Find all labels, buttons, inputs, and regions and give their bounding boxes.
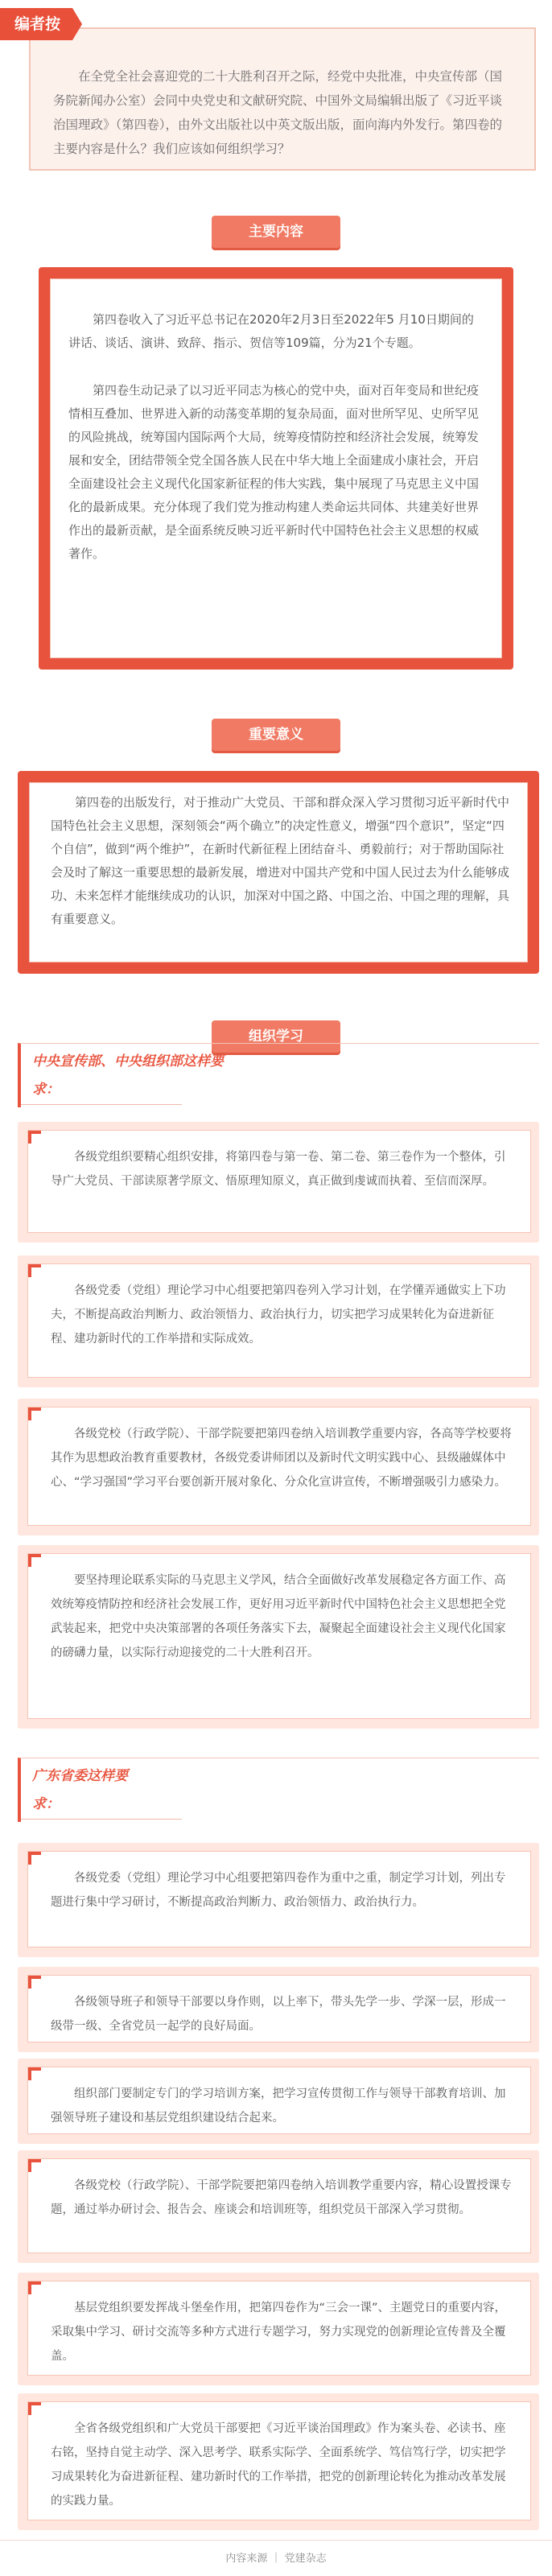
- list-item-text: 各级党校（行政学院）、干部学院要把第四卷纳入培训教学重要内容，精心设置授课专题，通过举办研讨会、报告会、座谈会和培训班等，组织党员干部深入学习贯彻。: [51, 2179, 512, 2216]
- main-content-panel: [50, 278, 502, 658]
- content-source: 内容来源 ｜ 党建杂志: [225, 2553, 327, 2565]
- main-content-label: 主要内容: [212, 216, 340, 248]
- list-item-panel: [27, 2158, 531, 2253]
- significance-p1: 第四卷的出版发行，对于推动广大党员、干部和群众深入学习贯彻习近平新时代中国特色社会主义思想，深刻领会“两个确立”的决定性意义，增强“四个意识”，坚定“四个自信”，做到“两个维护”，在新时代新征程上团结奋斗、勇毅前行；对于帮助国际社会及时了解这一重要思想的最新发展，增进对中国共产党和中国人民过去为什么能够成功、未来怎样才能继续成功的认识，加深对中国之路、中国之治、中国之理的理解，具有重要意义。: [51, 795, 510, 926]
- central-heading-line1: 中央宣传部、中央组织部这样要: [32, 1053, 224, 1070]
- card-corner-icon: [28, 1131, 41, 1144]
- list-item-panel: [27, 2401, 531, 2520]
- card-corner-icon: [28, 2402, 41, 2415]
- significance-label: 重要意义: [212, 719, 340, 751]
- list-item-panel: [27, 2281, 531, 2376]
- list-item-text: 各级领导班子和领导干部要以身作则，以上率下，带头先学一步、学深一层，形成一级带一级、全省党员一起学的良好局面。: [51, 1996, 506, 2033]
- significance-panel: [29, 782, 528, 962]
- main-content-frame: [39, 267, 513, 670]
- list-item-text: 要坚持理论联系实际的马克思主义学风，结合全面做好改革发展稳定各方面工作、高效统筹疫情防控和经济社会发展工作，更好用习近平新时代中国特色社会主义思想把全党武装起来，把党中央决策部署的各项任务落实下去，凝聚起全面建设社会主义现代化国家的磅礴力量，以实际行动迎接党的二十大胜利召开。: [51, 1574, 506, 1659]
- card-corner-icon: [28, 1264, 41, 1277]
- guangdong-heading-line2: 求：: [32, 1796, 60, 1812]
- significance-frame: [18, 771, 539, 974]
- central-heading-line2: 求：: [32, 1082, 60, 1098]
- heading-underline: [21, 1104, 182, 1105]
- guangdong-requirements-heading: [18, 1758, 539, 1822]
- list-item-text: 基层党组织要发挥战斗堡垒作用，把第四卷作为“三会一课”、主题党日的重要内容，采取集中学习、研讨交流等多种方式进行专题学习，努力实现党的创新理论宣传普及全覆盖。: [51, 2302, 507, 2363]
- list-item: [18, 1255, 539, 1387]
- study-label: 组织学习: [212, 1020, 340, 1053]
- card-corner-icon: [28, 1408, 41, 1420]
- card-corner-icon: [28, 2281, 41, 2294]
- footer-divider: [0, 2540, 552, 2541]
- main-content-p1: 第四卷收入了习近平总书记在2020年2月3日至2022年5 月10日期间的讲话、谈话、演讲、致辞、指示、贺信等109篇，分为21个专题。: [68, 312, 474, 350]
- heading-underline: [21, 1819, 182, 1820]
- list-item-panel: [27, 1263, 531, 1378]
- editor-note-box: [29, 27, 536, 171]
- list-item-text: 各级党组织要精心组织安排，将第四卷与第一卷、第二卷、第三卷作为一个整体，引导广大党员、干部读原著学原文、悟原理知原义，真正做到虔诚而执着、至信而深厚。: [51, 1151, 506, 1188]
- list-item: [18, 2059, 539, 2144]
- list-item: [18, 2273, 539, 2385]
- central-requirements-heading: [18, 1043, 539, 1107]
- list-item: [18, 1967, 539, 2052]
- list-item: [18, 1843, 539, 1957]
- list-item-panel: [27, 2067, 531, 2134]
- list-item-text: 各级党委（党组）理论学习中心组要把第四卷作为重中之重，制定学习计划，列出专题进行集中学习研讨，不断提高政治判断力、政治领悟力、政治执行力。: [51, 1872, 506, 1909]
- card-corner-icon: [28, 1554, 41, 1567]
- list-item-text: 各级党委（党组）理论学习中心组要把第四卷列入学习计划，在学懂弄通做实上下功夫，不断提高政治判断力、政治领悟力、政治执行力，切实把学习成果转化为奋进新征程、建功新时代的工作举措和实际成效。: [51, 1284, 506, 1346]
- editor-note-text: 在全党全社会喜迎党的二十大胜利召开之际，经党中央批准，中央宣传部（国务院新闻办公室）会同中央党史和文献研究院、中国外文局编辑出版了《习近平谈治国理政》（第四卷），由外文出版社以中英文版出版，面向海内外发行。第四卷的主要内容是什么？我们应该如何组织学习？: [53, 69, 503, 156]
- guangdong-heading-line1: 广东省委这样要: [32, 1768, 128, 1784]
- list-item: [18, 1399, 539, 1535]
- list-item-panel: [27, 1407, 531, 1526]
- card-corner-icon: [28, 2067, 41, 2080]
- list-item: [18, 2150, 539, 2263]
- list-item: [18, 1122, 539, 1243]
- list-item-panel: [27, 1130, 531, 1233]
- main-content-p2: 第四卷生动记录了以习近平同志为核心的党中央，面对百年变局和世纪疫情相互叠加、世界进入新的动荡变革期的复杂局面，面对世所罕见、史所罕见的风险挑战，统筹国内国际两个大局，统筹疫情防控和经济社会发展，统筹发展和安全，团结带领全党全国各族人民在中华大地上全面建成小康社会，开启全面建设社会主义现代化国家新征程的伟大实践，集中展现了马克思主义中国化的最新成果。充分体现了我们党为推动构建人类命运共同体、共建美好世界作出的最新贡献，是全面系统反映习近平新时代中国特色社会主义思想的权威著作。: [68, 383, 480, 561]
- card-corner-icon: [28, 2159, 41, 2172]
- list-item-panel: [27, 1553, 531, 1719]
- card-corner-icon: [28, 1976, 41, 1989]
- list-item-text: 组织部门要制定专门的学习培训方案，把学习宣传贯彻工作与领导干部教育培训、加强领导班子建设和基层党组织建设结合起来。: [51, 2088, 506, 2125]
- list-item-panel: [27, 1851, 531, 1947]
- list-item-text: 全省各级党组织和广大党员干部要把《习近平谈治国理政》作为案头卷、必读书、座右铭，坚持自觉主动学、深入思考学、联系实际学、全面系统学、笃信笃行学，切实把学习成果转化为奋进新征程、建功新时代的工作举措，把党的创新理论转化为推动改革发展的实践力量。: [51, 2422, 506, 2508]
- list-item-panel: [27, 1975, 531, 2042]
- list-item-text: 各级党校（行政学院）、干部学院要把第四卷纳入培训教学重要内容，各高等学校要将其作为思想政治教育重要教材，各级党委讲师团以及新时代文明实践中心、县级融媒体中心、“学习强国”学习平台要创新开展对象化、分众化宣讲宣传，不断增强吸引力感染力。: [51, 1428, 512, 1489]
- editor-note-tag: 编者按: [0, 8, 72, 40]
- list-item: [18, 1545, 539, 1729]
- card-corner-icon: [28, 1852, 41, 1865]
- list-item: [18, 2393, 539, 2530]
